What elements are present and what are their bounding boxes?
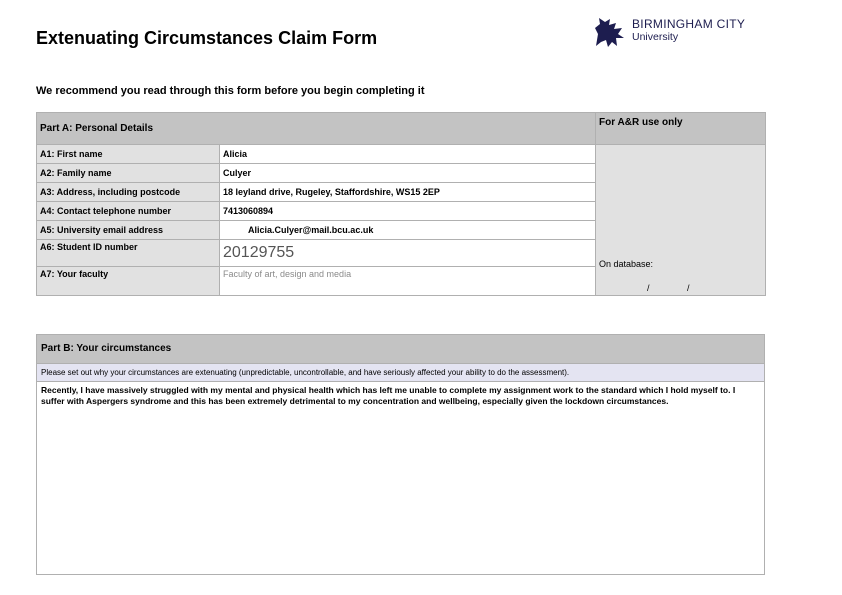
student-id-label: A6: Student ID number xyxy=(37,240,220,267)
griffin-icon xyxy=(592,14,628,50)
logo-line-1: BIRMINGHAM CITY xyxy=(632,17,746,31)
family-name-field[interactable]: Culyer xyxy=(220,164,596,183)
faculty-field[interactable]: Faculty of art, design and media xyxy=(220,267,596,296)
email-label: A5: University email address xyxy=(37,221,220,240)
student-id-field[interactable]: 20129755 xyxy=(220,240,596,267)
email-field[interactable]: Alicia.Culyer@mail.bcu.ac.uk xyxy=(220,221,596,240)
circumstances-textarea[interactable]: Recently, I have massively struggled with my mental and physical health which has left me unable to complete my assignment work to the standard which I hold myself to. I suffer with Aspergers syndrome and this has been extremely detrimental to my concentration and wellbeing, especially given the lockdown circumstances. xyxy=(41,385,736,406)
university-logo xyxy=(592,14,762,50)
telephone-label: A4: Contact telephone number xyxy=(37,202,220,221)
table-row xyxy=(37,145,766,164)
first-name-label: A1: First name xyxy=(37,145,220,164)
ar-use-panel xyxy=(596,145,766,296)
first-name-field[interactable]: Alicia xyxy=(220,145,596,164)
family-name-label: A2: Family name xyxy=(37,164,220,183)
on-database-label: On database: xyxy=(599,259,654,269)
faculty-label: A7: Your faculty xyxy=(37,267,220,296)
part-a-heading: Part A: Personal Details xyxy=(37,113,596,145)
form-title: Extenuating Circumstances Claim Form xyxy=(36,28,378,48)
date-separator: / xyxy=(647,283,650,293)
telephone-field[interactable]: 7413060894 xyxy=(220,202,596,221)
part-b-section xyxy=(36,334,765,575)
part-b-heading: Part B: Your circumstances xyxy=(37,335,764,364)
part-b-instruction: Please set out why your circumstances are extenuating (unpredictable, uncontrollable, and have seriously affected your ability to do the assessment). xyxy=(37,364,764,382)
database-date xyxy=(599,283,762,293)
address-label: A3: Address, including postcode xyxy=(37,183,220,202)
ar-use-heading: For A&R use only xyxy=(596,113,766,145)
logo-line-2: University xyxy=(632,31,679,43)
intro-text: We recommend you read through this form before you begin completing it xyxy=(36,85,425,97)
date-separator: / xyxy=(687,283,690,293)
part-a-table xyxy=(36,112,766,296)
address-field[interactable]: 18 leyland drive, Rugeley, Staffordshire, WS15 2EP xyxy=(220,183,596,202)
